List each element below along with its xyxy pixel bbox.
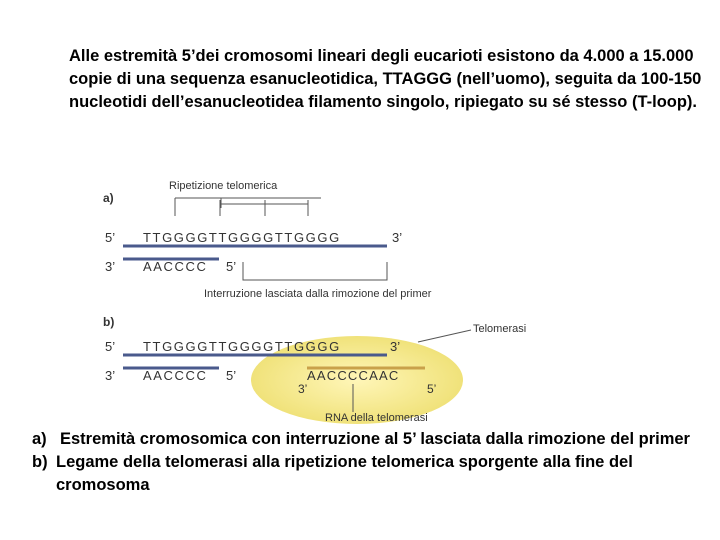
panel-a-bottom-sequence: AACCCC [143,259,208,274]
telomere-figure [95,160,527,424]
panel-a-top-5-end: 5’ [105,230,116,245]
repeat-bracket [175,198,321,216]
panel-b-bottom-5-end: 5’ [226,368,237,383]
telomerase-pointer [418,330,471,342]
panel-b-bottom-3-end: 3’ [105,368,116,383]
figure-caption [32,428,702,497]
caption-item-a [32,428,702,451]
caption-marker-a: a) [32,430,47,448]
panel-a-top-sequence: TTGGGGTTGGGGTTGGGG [143,230,341,245]
telomerase-label: Telomerasi [473,323,527,335]
rna-template-5-end: 5’ [427,382,437,396]
rna-label: RNA della telomerasi [325,412,428,424]
panel-a-bottom-3-end: 3’ [105,259,116,274]
panel-b-top-sequence: TTGGGGTTGGGGTTGGGG [143,339,341,354]
caption-marker-b: b) [32,453,48,471]
caption-text-b: Legame della telomerasi alla ripetizione telomerica sporgente alla fine del cromosoma [56,453,633,494]
caption-text-a: Estremità cromosomica con interruzione al 5’ lasciata dalla rimozione del primer [60,430,690,448]
rna-template-3-end: 3’ [298,382,308,396]
panel-b-label: b) [103,315,115,329]
panel-a-label: a) [103,191,114,205]
caption-item-b [32,451,702,497]
panel-a-top-3-end: 3’ [392,230,403,245]
panel-b-top-5-end: 5’ [105,339,116,354]
panel-b-bottom-sequence: AACCCC [143,368,208,383]
gap-label: Interruzione lasciata dalla rimozione del primer [204,288,432,300]
intro-paragraph: Alle estremità 5’dei cromosomi lineari degli eucarioti esistono da 4.000 a 15.000 copie di una sequenza esanucleotidica, TTAGGG (nell’uomo), seguita da 100-150 nucleotidi dell’esanucleotidea filamento singolo, ripiegato su sé stesso (T-loop). [69,47,702,111]
panel-b-top-3-end: 3’ [390,339,401,354]
rna-template-sequence: AACCCCAAC [307,368,400,383]
repeat-label: Ripetizione telomerica [169,180,278,192]
panel-a-bottom-5-end: 5’ [226,259,237,274]
gap-bracket [243,262,387,280]
